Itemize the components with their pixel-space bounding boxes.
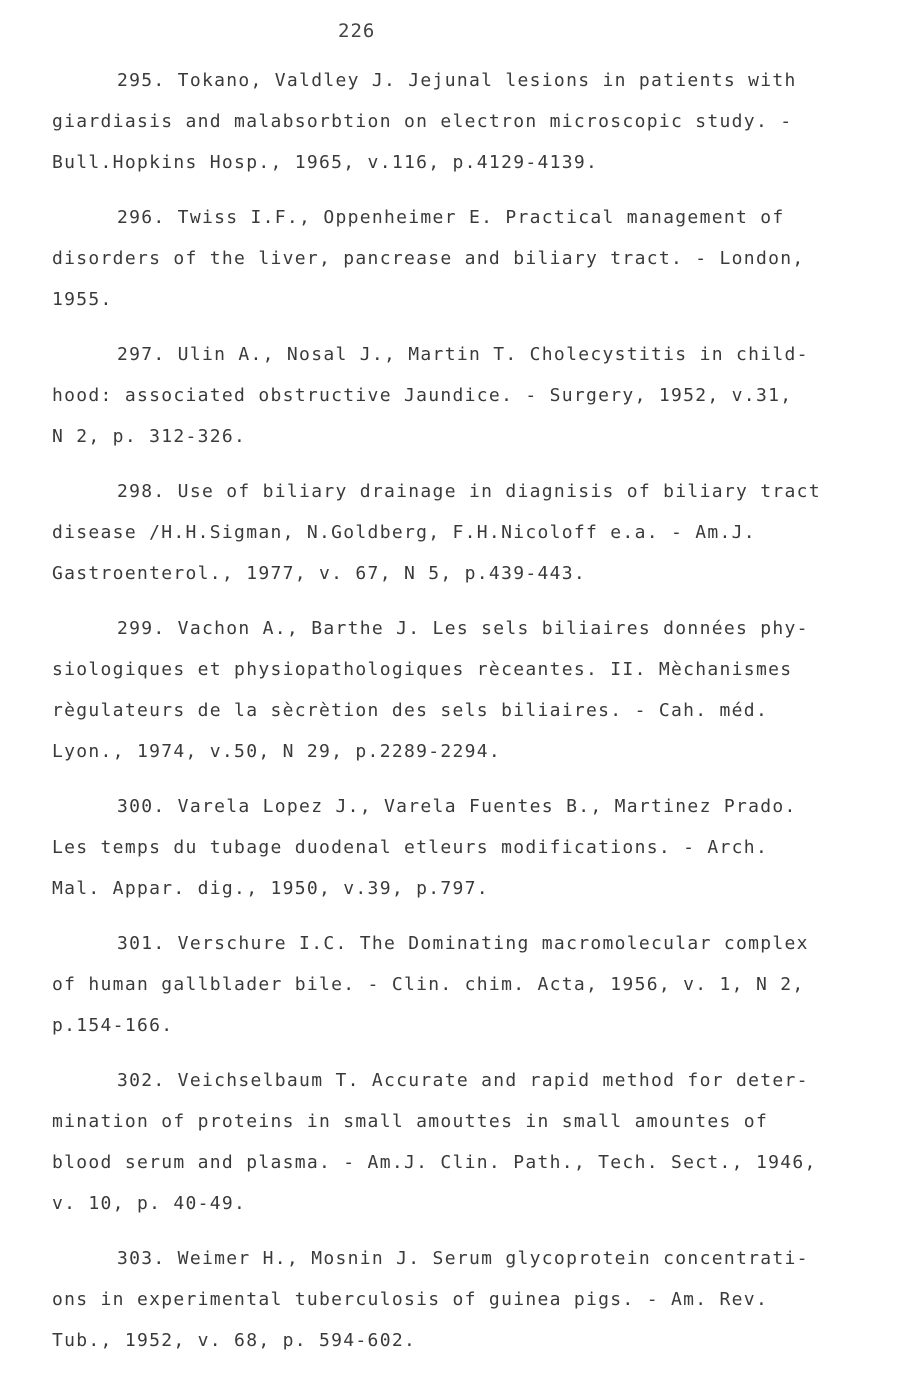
reference-line: ons in experimental tuberculosis of guinea pigs. - Am. Rev. <box>52 1289 769 1310</box>
reference-line: 297. Ulin A., Nosal J., Martin T. Cholecystitis in child- <box>117 344 809 365</box>
reference-entry <box>52 334 862 457</box>
reference-entry <box>52 923 862 1046</box>
reference-entry <box>52 471 862 594</box>
reference-line: 300. Varela Lopez J., Varela Fuentes B., Martinez Prado. <box>117 796 797 817</box>
reference-entry <box>52 197 862 320</box>
reference-line: règulateurs de la sècrètion des sels biliaires. - Cah. méd. <box>52 700 769 721</box>
reference-line: 1955. <box>52 289 113 310</box>
reference-line: disorders of the liver, pancrease and biliary tract. - London, <box>52 248 805 269</box>
reference-line: 303. Weimer H., Mosnin J. Serum glycoprotein concentrati- <box>117 1248 809 1269</box>
reference-line: 301. Verschure I.C. The Dominating macromolecular complex <box>117 933 809 954</box>
reference-line: mination of proteins in small amouttes in small amountes of <box>52 1111 769 1132</box>
reference-line: Tub., 1952, v. 68, p. 594-602. <box>52 1330 417 1351</box>
reference-line: Les temps du tubage duodenal etleurs modifications. - Arch. <box>52 837 769 858</box>
reference-line: siologiques et physiopathologiques rèceantes. II. Mèchanismes <box>52 659 793 680</box>
reference-line: v. 10, p. 40-49. <box>52 1193 247 1214</box>
reference-line: 295. Tokano, Valdley J. Jejunal lesions in patients with <box>117 70 797 91</box>
page-number: 226 <box>338 20 376 42</box>
reference-entry <box>52 1060 862 1224</box>
reference-line: 299. Vachon A., Barthe J. Les sels biliaires données phy- <box>117 618 809 639</box>
reference-line: Lyon., 1974, v.50, N 29, p.2289-2294. <box>52 741 502 762</box>
reference-line: 296. Twiss I.F., Oppenheimer E. Practical management of <box>117 207 785 228</box>
reference-line: p.154-166. <box>52 1015 174 1036</box>
reference-entry <box>52 608 862 772</box>
reference-list <box>52 60 862 1375</box>
reference-line: 302. Veichselbaum T. Accurate and rapid method for deter- <box>117 1070 809 1091</box>
reference-line: giardiasis and malabsorbtion on electron microscopic study. - <box>52 111 793 132</box>
reference-entry <box>52 60 862 183</box>
reference-line: 298. Use of biliary drainage in diagnisis of biliary tract <box>117 481 821 502</box>
reference-entry <box>52 1238 862 1361</box>
reference-line: disease /H.H.Sigman, N.Goldberg, F.H.Nicoloff e.a. - Am.J. <box>52 522 756 543</box>
reference-line: of human gallblader bile. - Clin. chim. Acta, 1956, v. 1, N 2, <box>52 974 805 995</box>
reference-entry <box>52 786 862 909</box>
reference-line: Gastroenterol., 1977, v. 67, N 5, p.439-443. <box>52 563 587 584</box>
reference-line: blood serum and plasma. - Am.J. Clin. Path., Tech. Sect., 1946, <box>52 1152 817 1173</box>
reference-line: hood: associated obstructive Jaundice. - Surgery, 1952, v.31, <box>52 385 793 406</box>
reference-line: Mal. Appar. dig., 1950, v.39, p.797. <box>52 878 489 899</box>
reference-line: N 2, p. 312-326. <box>52 426 247 447</box>
reference-line: Bull.Hopkins Hosp., 1965, v.116, p.4129-4139. <box>52 152 599 173</box>
